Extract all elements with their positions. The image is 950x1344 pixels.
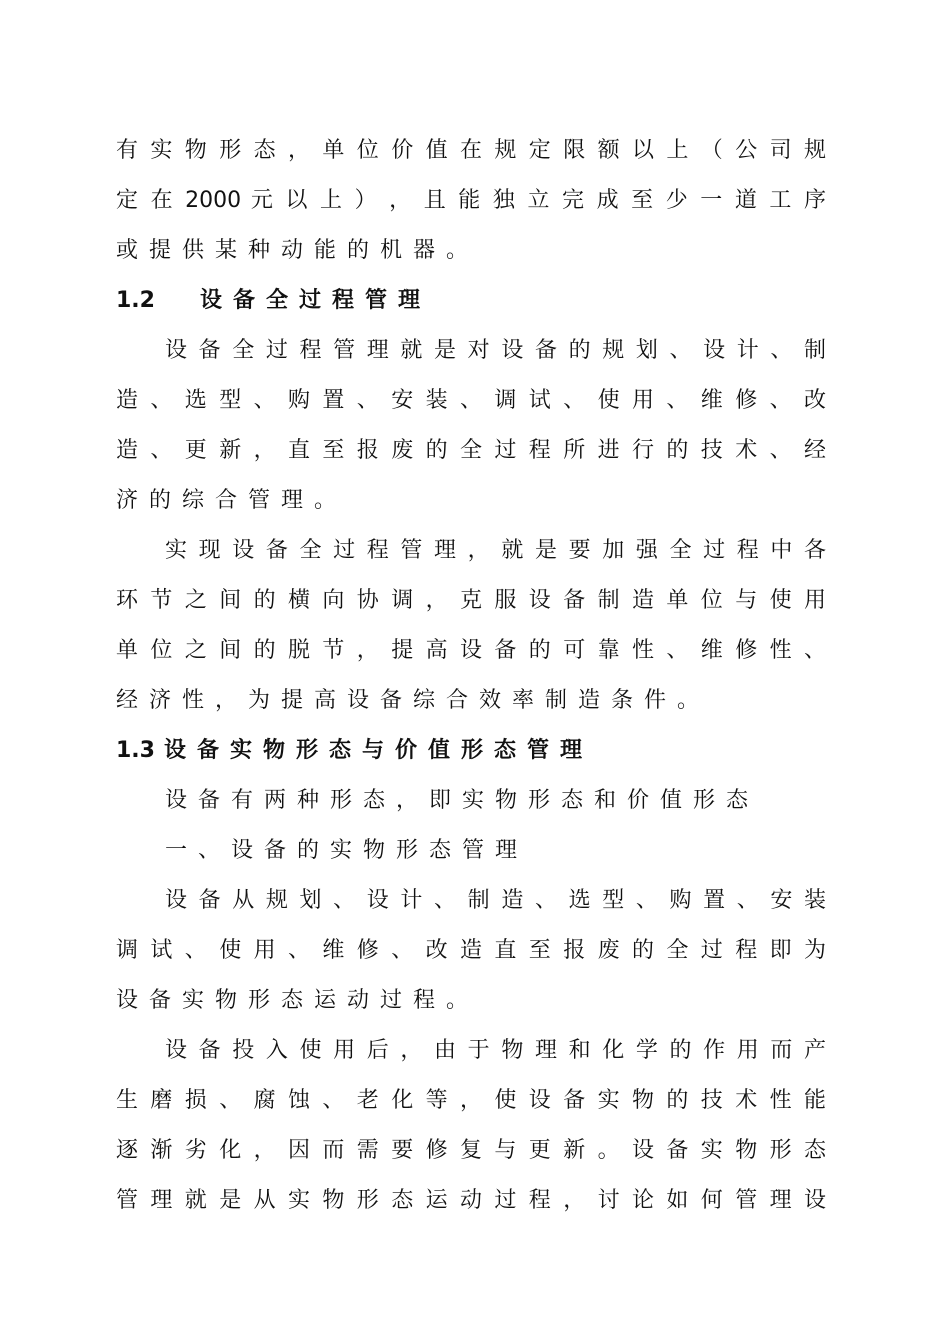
text-line: 或提供某种动能的机器。 xyxy=(116,238,480,263)
text-line: 实 现 设 备 全 过 程 管 理 ， 就 是 要 加 强 全 过 程 中 各 xyxy=(165,538,826,563)
section-number: 1.2 xyxy=(116,288,155,313)
text-line: 生 磨 损 、 腐 蚀 、 老 化 等 ， 使 设 备 实 物 的 技 术 性 能 xyxy=(116,1088,826,1113)
text-line: 济的综合管理。 xyxy=(116,488,348,513)
text-line: 经济性，为提高设备综合效率制造条件。 xyxy=(116,688,711,713)
text-line: 造 、 选 型 、 购 置 、 安 装 、 调 试 、 使 用 、 维 修 、 改 xyxy=(116,388,826,413)
subheading: 一、设备的实物形态管理 xyxy=(165,838,529,863)
section-heading-1-3 xyxy=(116,736,826,766)
section-number: 1.3 xyxy=(116,738,155,763)
text-line: 调 试 、 使 用 、 维 修 、 改 造 直 至 报 废 的 全 过 程 即 为 xyxy=(116,938,826,963)
text-line: 定 在 2000 元 以 上 ） ， 且 能 独 立 完 成 至 少 一 道 工 序 xyxy=(116,188,826,213)
section-heading-1-2 xyxy=(116,286,826,316)
text-line: 逐 渐 劣 化 ， 因 而 需 要 修 复 与 更 新 。 设 备 实 物 形 态 xyxy=(116,1138,826,1163)
text-line: 造 、 更 新 ， 直 至 报 废 的 全 过 程 所 进 行 的 技 术 、 经 xyxy=(116,438,826,463)
text-line: 单 位 之 间 的 脱 节 ， 提 高 设 备 的 可 靠 性 、 维 修 性 、 xyxy=(116,638,826,663)
text-line: 管 理 就 是 从 实 物 形 态 运 动 过 程 ， 讨 论 如 何 管 理 设 xyxy=(116,1188,826,1213)
text-line: 环 节 之 间 的 横 向 协 调 ， 克 服 设 备 制 造 单 位 与 使 用 xyxy=(116,588,826,613)
text-line: 设 备 投 入 使 用 后 ， 由 于 物 理 和 化 学 的 作 用 而 产 xyxy=(165,1038,826,1063)
text-line: 设 备 全 过 程 管 理 就 是 对 设 备 的 规 划 、 设 计 、 制 xyxy=(165,338,826,363)
text-line: 有 实 物 形 态 ， 单 位 价 值 在 规 定 限 额 以 上 （ 公 司 规 xyxy=(116,138,826,163)
section-title: 设备全过程管理 xyxy=(200,288,432,313)
text-line: 设备有两种形态，即实物形态和价值形态 xyxy=(165,788,760,813)
text-line: 设备实物形态运动过程。 xyxy=(116,988,480,1013)
section-title: 设备实物形态与价值形态管理 xyxy=(164,738,594,763)
text-line: 设 备 从 规 划 、 设 计 、 制 造 、 选 型 、 购 置 、 安 装 xyxy=(165,888,826,913)
